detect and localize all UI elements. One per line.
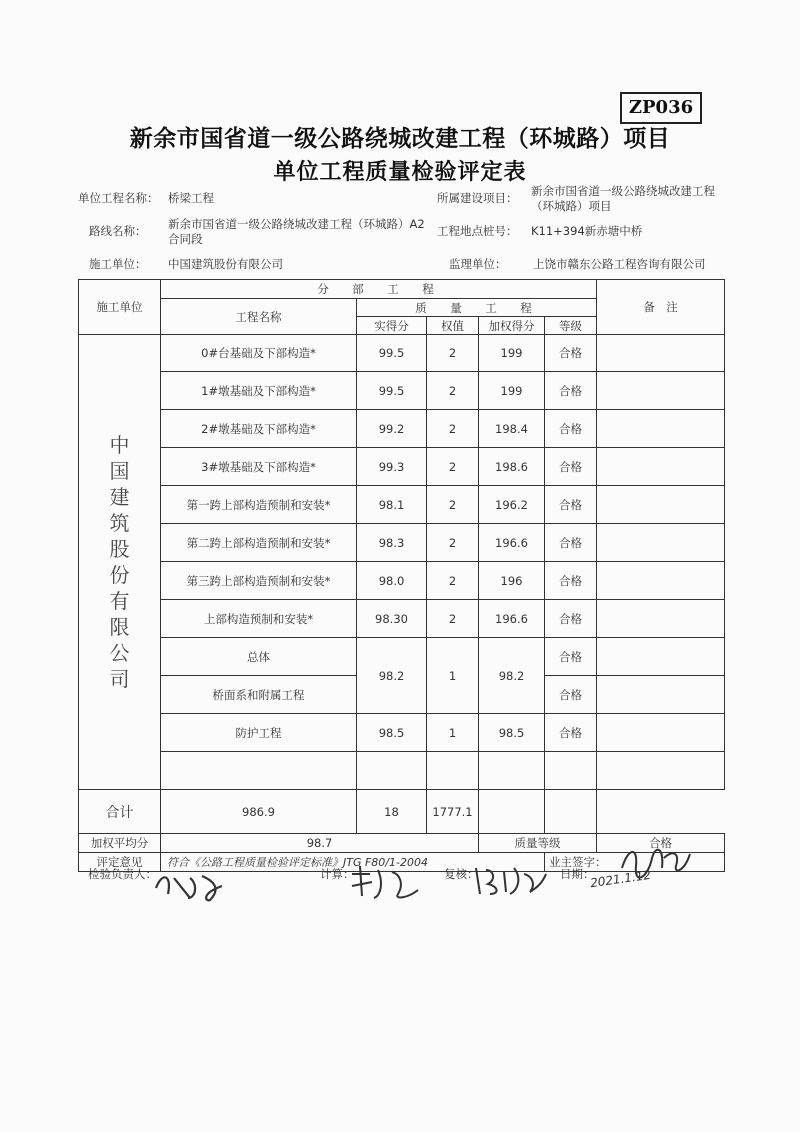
belong-project-label: 所属建设项目：	[437, 191, 518, 205]
builder-label: 施工单位：	[89, 257, 147, 271]
row-remark	[597, 600, 725, 638]
row-weighted: 196.2	[479, 486, 545, 524]
route-label: 路线名称：	[89, 224, 147, 238]
route-value: 新余市国省道一级公路绕城改建工程（环城路）A2合同段	[168, 217, 425, 246]
row-score: 99.5	[357, 335, 427, 372]
row-score: 98.3	[357, 524, 427, 562]
row-weight: 1	[427, 638, 479, 714]
builder-value: 中国建筑股份有限公司	[168, 257, 283, 271]
avg-label: 加权平均分	[79, 834, 161, 853]
table-row	[79, 335, 725, 372]
total-row	[79, 790, 725, 834]
unit-project-label: 单位工程名称：	[78, 191, 159, 205]
opinion-value: 符合《公路工程质量检验评定标准》JTG F80/1-2004	[161, 853, 545, 872]
row-weight: 2	[427, 335, 479, 372]
total-remark	[545, 790, 597, 834]
calc-signature	[348, 860, 428, 904]
header-grade: 等级	[545, 317, 597, 335]
row-grade: 合格	[545, 448, 597, 486]
table-row	[79, 524, 725, 562]
row-grade: 合格	[545, 638, 597, 676]
row-grade: 合格	[545, 562, 597, 600]
supervisor-value: 上饶市赣东公路工程咨询有限公司	[533, 257, 706, 271]
row-name: 桥面系和附属工程	[161, 676, 357, 714]
row-name: 1#墩基础及下部构造*	[161, 372, 357, 410]
row-name: 第三跨上部构造预制和安装*	[161, 562, 357, 600]
row-remark	[597, 335, 725, 372]
avg-value: 98.7	[161, 834, 479, 853]
row-grade: 合格	[545, 372, 597, 410]
row-weighted: 199	[479, 335, 545, 372]
row-weighted	[479, 752, 545, 790]
row-remark	[597, 562, 725, 600]
row-weight: 2	[427, 562, 479, 600]
row-weight: 2	[427, 524, 479, 562]
row-grade: 合格	[545, 676, 597, 714]
row-grade	[545, 752, 597, 790]
row-name: 上部构造预制和安装*	[161, 600, 357, 638]
total-weighted: 1777.1	[427, 790, 479, 834]
table-row	[79, 638, 725, 676]
table-row	[79, 752, 725, 790]
header-weighted: 加权得分	[479, 317, 545, 335]
row-weighted: 196.6	[479, 600, 545, 638]
row-weighted: 198.6	[479, 448, 545, 486]
row-weighted: 98.5	[479, 714, 545, 752]
row-remark	[597, 676, 725, 714]
row-grade: 合格	[545, 524, 597, 562]
row-remark	[597, 448, 725, 486]
table-row	[79, 486, 725, 524]
calc-label: 计算：	[320, 867, 355, 881]
total-label: 合计	[79, 790, 161, 834]
row-grade: 合格	[545, 714, 597, 752]
row-weighted: 199	[479, 372, 545, 410]
page-title: 新余市国省道一级公路绕城改建工程（环城路）项目	[129, 126, 671, 152]
row-name: 第一跨上部构造预制和安装*	[161, 486, 357, 524]
quality-value: 合格	[597, 834, 725, 853]
quality-label: 质量等级	[479, 834, 597, 853]
total-score: 986.9	[161, 790, 357, 834]
row-remark	[597, 372, 725, 410]
row-score: 98.30	[357, 600, 427, 638]
location-value: K11+394新赤塘中桥	[531, 224, 643, 238]
header-score: 实得分	[357, 317, 427, 335]
row-name	[161, 752, 357, 790]
table-row	[79, 410, 725, 448]
row-score: 99.2	[357, 410, 427, 448]
row-grade: 合格	[545, 335, 597, 372]
location-label: 工程地点桩号：	[437, 224, 518, 238]
table-row	[79, 562, 725, 600]
row-score: 99.5	[357, 372, 427, 410]
row-name: 第二跨上部构造预制和安装*	[161, 524, 357, 562]
row-score: 98.1	[357, 486, 427, 524]
inspector-signature	[150, 864, 230, 904]
supervisor-label: 监理单位：	[449, 257, 507, 271]
page-subtitle: 单位工程质量检验评定表	[273, 160, 527, 185]
inspector-label: 检验负责人：	[88, 867, 157, 881]
row-grade: 合格	[545, 410, 597, 448]
row-score: 98.0	[357, 562, 427, 600]
row-name: 2#墩基础及下部构造*	[161, 410, 357, 448]
row-remark	[597, 714, 725, 752]
table-row	[79, 372, 725, 410]
row-remark	[597, 486, 725, 524]
row-weight: 2	[427, 372, 479, 410]
header-builder: 施工单位	[79, 280, 161, 335]
row-weight: 2	[427, 600, 479, 638]
header-name: 工程名称	[161, 299, 357, 335]
unit-project-value: 桥梁工程	[168, 191, 214, 205]
review-label: 复核：	[444, 867, 479, 881]
row-weight	[427, 752, 479, 790]
row-weight: 2	[427, 486, 479, 524]
row-weight: 2	[427, 448, 479, 486]
table-row	[79, 448, 725, 486]
row-remark	[597, 524, 725, 562]
row-weighted: 196	[479, 562, 545, 600]
row-grade: 合格	[545, 600, 597, 638]
total-grade	[479, 790, 545, 834]
row-name: 0#台基础及下部构造*	[161, 335, 357, 372]
builder-cell	[79, 335, 161, 790]
builder-vertical: 中国建筑股份有限公司	[109, 433, 130, 691]
row-score: 99.3	[357, 448, 427, 486]
row-remark	[597, 410, 725, 448]
header-weight: 权值	[427, 317, 479, 335]
row-weight: 2	[427, 410, 479, 448]
row-score: 98.2	[357, 638, 427, 714]
row-name: 总体	[161, 638, 357, 676]
date-label: 日期：	[560, 867, 595, 881]
table-row	[79, 714, 725, 752]
form-code: ZP036	[620, 92, 702, 124]
date-value: 2021.1.12	[589, 867, 652, 891]
row-weight: 1	[427, 714, 479, 752]
header-remarks: 备 注	[597, 280, 725, 335]
header-quality: 质 量 工 程	[357, 299, 597, 317]
row-remark	[597, 752, 725, 790]
row-name: 3#墩基础及下部构造*	[161, 448, 357, 486]
row-score	[357, 752, 427, 790]
opinion-label: 评定意见	[79, 853, 161, 872]
row-remark	[597, 638, 725, 676]
row-weighted: 198.4	[479, 410, 545, 448]
row-weighted: 98.2	[479, 638, 545, 714]
header-subdivision: 分 部 工 程	[161, 280, 597, 299]
belong-project-value: 新余市国省道一级公路绕城改建工程（环城路）项目	[531, 184, 715, 213]
owner-sign: 业主签字：	[545, 853, 725, 872]
review-signature	[470, 860, 550, 898]
row-name: 防护工程	[161, 714, 357, 752]
row-weighted: 196.6	[479, 524, 545, 562]
table-row	[79, 600, 725, 638]
row-score: 98.5	[357, 714, 427, 752]
total-weight: 18	[357, 790, 427, 834]
row-grade: 合格	[545, 486, 597, 524]
evaluation-table	[78, 279, 725, 872]
